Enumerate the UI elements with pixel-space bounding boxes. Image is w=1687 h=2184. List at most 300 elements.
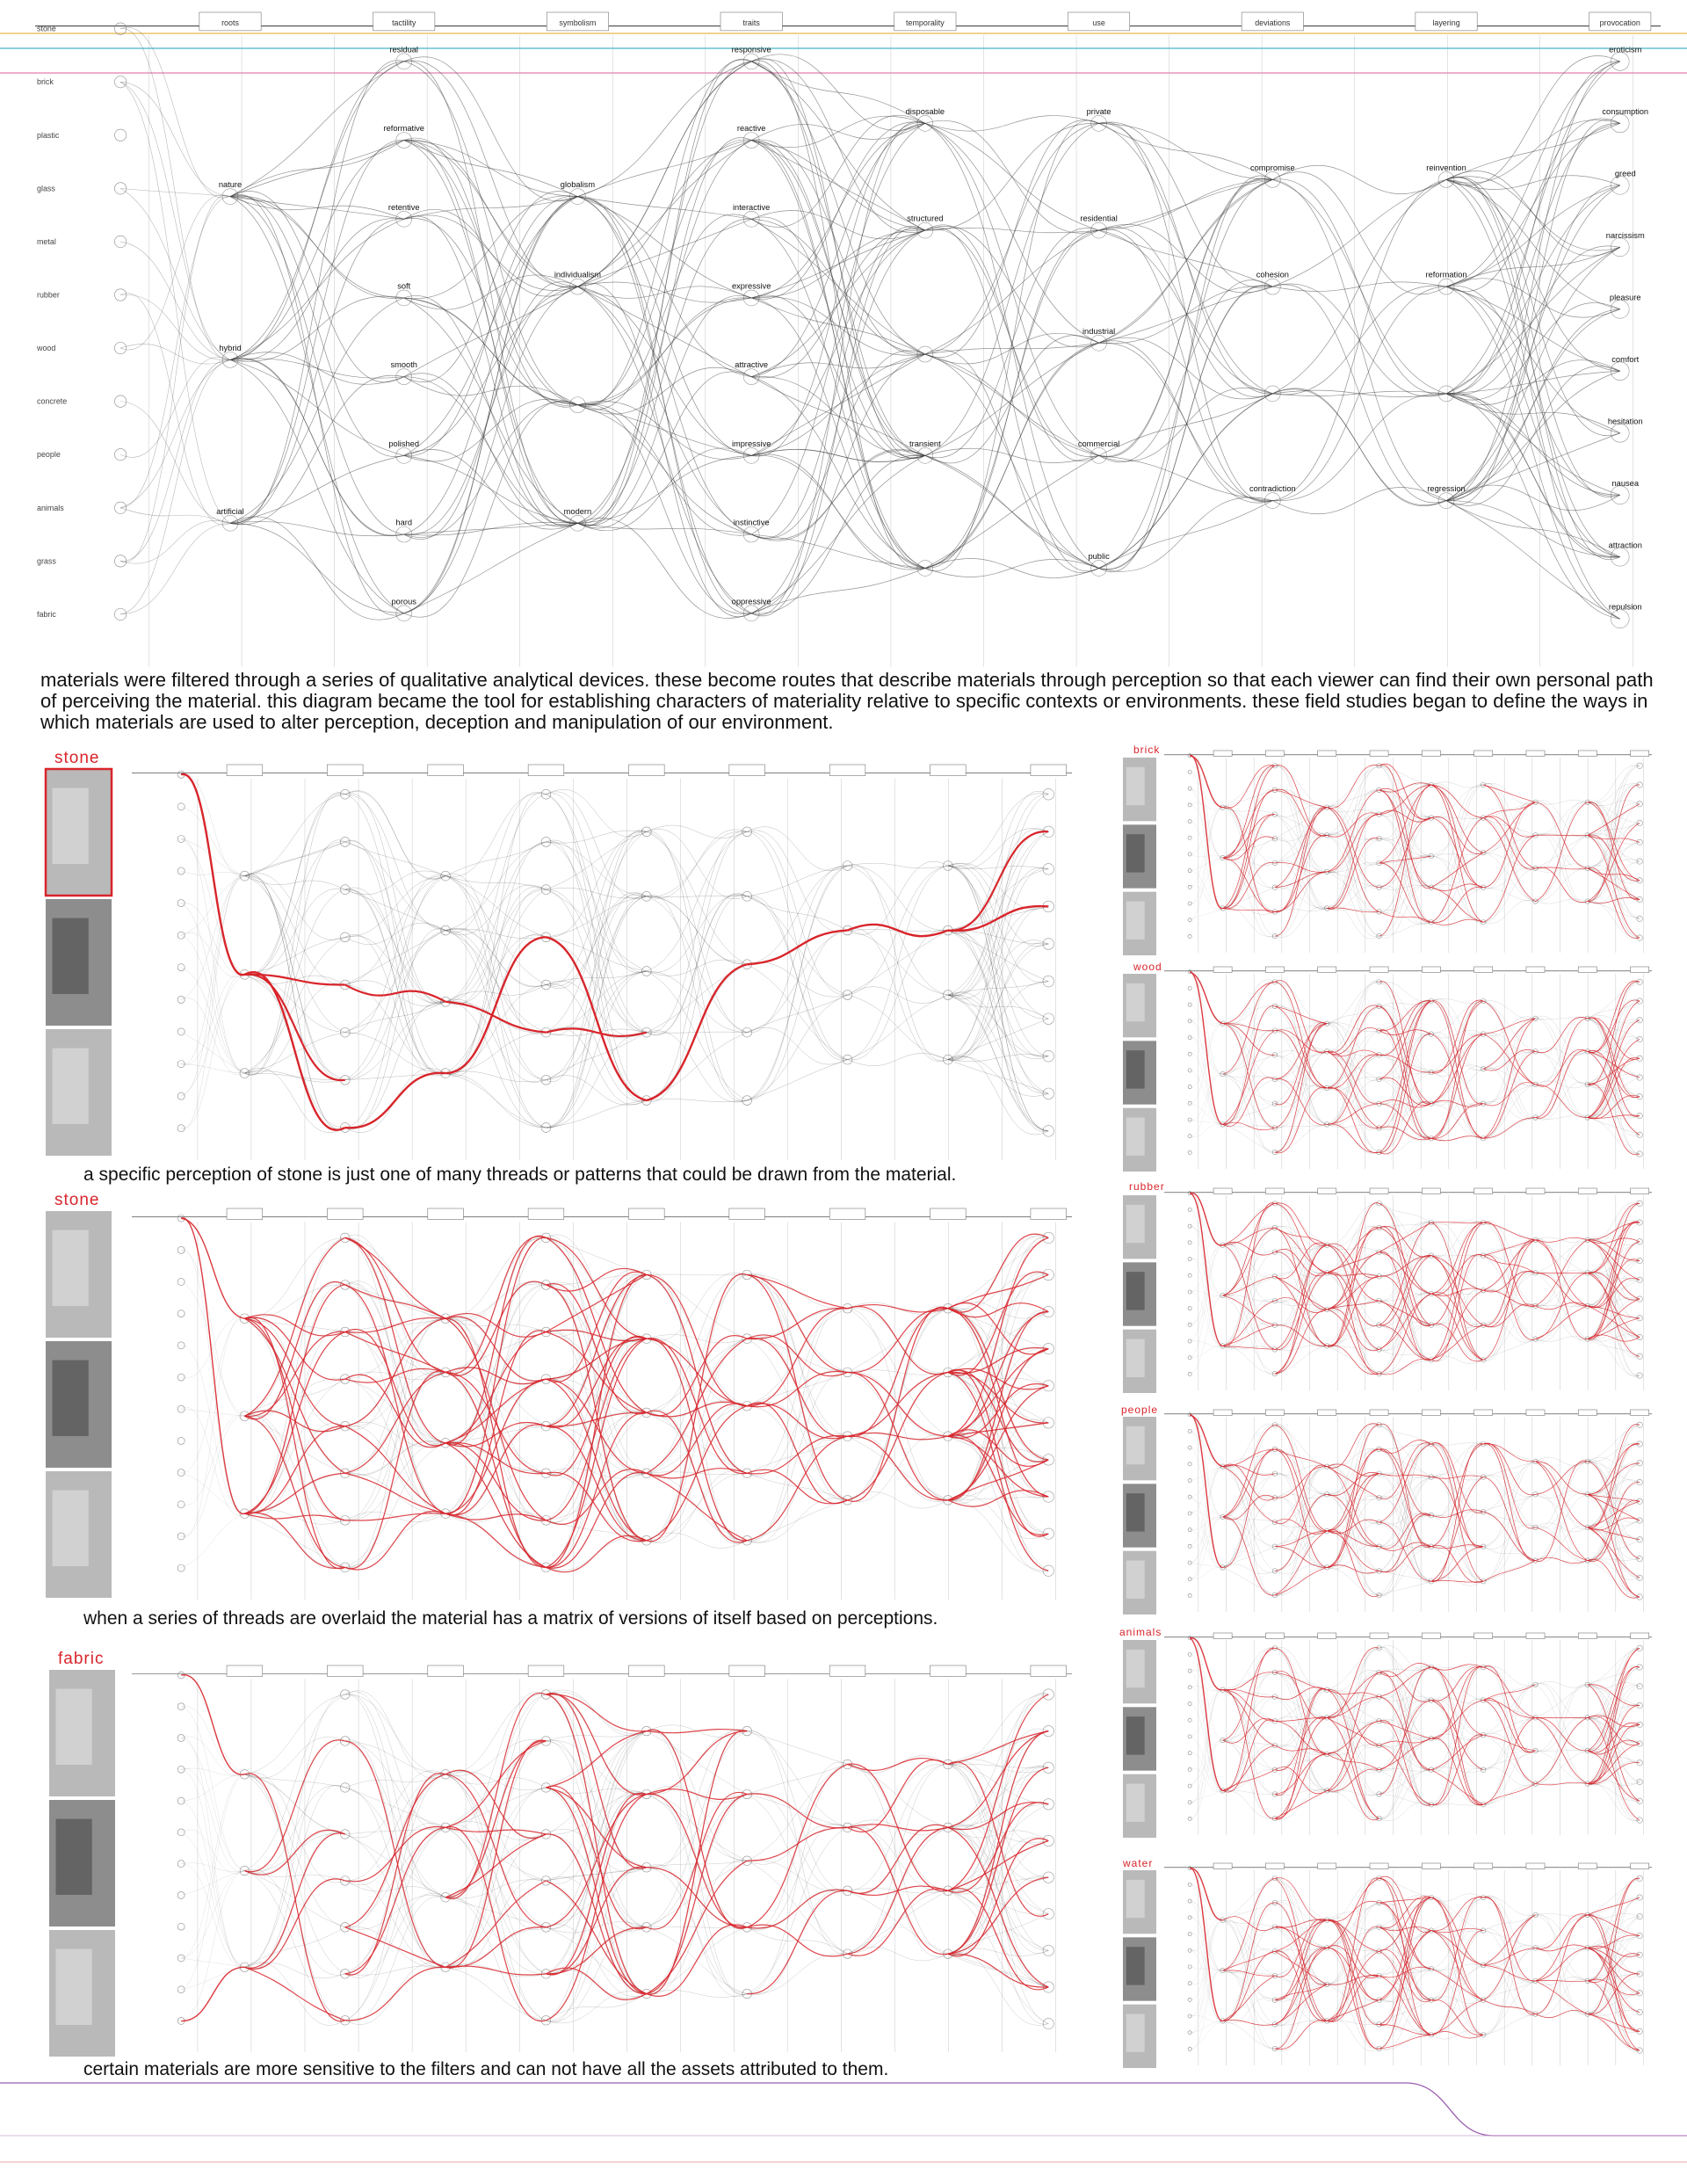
highlight-thread: [1275, 1325, 1327, 1346]
highlight-thread: [244, 1331, 344, 1416]
edge-line: [1483, 1272, 1535, 1360]
edge-line: [1275, 2021, 1327, 2025]
edge-line: [244, 1785, 344, 1873]
column-header-use: [729, 1665, 765, 1676]
edge-line: [181, 1407, 244, 1515]
material-label-glass: glass: [37, 184, 55, 193]
highlight-thread: [1223, 1903, 1275, 2021]
column-header-use: [1474, 1863, 1493, 1868]
highlight-thread: [647, 1273, 747, 1541]
edge-line: [404, 287, 578, 377]
highlight-thread: [1431, 1738, 1483, 1804]
highlight-thread: [1483, 1443, 1535, 1494]
edge-line: [1327, 863, 1379, 909]
edge-line: [1190, 1244, 1222, 1324]
highlight-thread: [1483, 1701, 1535, 1784]
footer-line: [0, 2083, 1687, 2136]
highlight-thread: [1223, 1449, 1275, 1568]
edge-line: [1099, 179, 1273, 230]
photo-strip-stone-single: [46, 769, 112, 1156]
edge-line: [1588, 1685, 1640, 1763]
highlight-thread: [848, 1889, 948, 1955]
highlight-thread: [1588, 1425, 1640, 1528]
edge-line: [445, 795, 546, 1002]
highlight-thread: [1190, 756, 1222, 909]
node-label: private: [1086, 106, 1111, 116]
edge-line: [1379, 815, 1431, 923]
edge-line: [181, 1774, 244, 1801]
edge-line: [1483, 853, 1535, 868]
edge-line: [747, 1954, 847, 1994]
column-header-traits: [1370, 967, 1388, 972]
edge-line: [1446, 287, 1620, 557]
node-label: narcissism: [1605, 230, 1645, 240]
edge-line: [244, 842, 344, 975]
edge-line: [1190, 1790, 1222, 1802]
edge-line: [1446, 179, 1620, 619]
edge-line: [1190, 1740, 1222, 1819]
highlight-thread: [1275, 1754, 1327, 1818]
edge-line: [1275, 872, 1327, 937]
edge-line: [948, 1312, 1048, 1373]
edge-line: [546, 1331, 646, 1542]
highlight-thread: [1483, 1034, 1535, 1085]
edge-line: [1190, 1295, 1222, 1374]
highlight-thread: [1483, 1443, 1535, 1528]
photo-detail: [1126, 1650, 1145, 1687]
edge-line: [1379, 1443, 1431, 1596]
edge-line: [445, 984, 546, 1073]
edge-line: [1327, 808, 1379, 936]
edge-line: [546, 889, 646, 971]
edge-line: [244, 1073, 344, 1080]
edge-line: [404, 282, 578, 540]
edge-line: [1190, 1516, 1222, 1548]
column-header-text: roots: [221, 18, 239, 28]
edge-line: [1588, 1494, 1640, 1578]
highlight-thread: [1535, 1527, 1587, 1561]
node-label: reinvention: [1426, 163, 1466, 172]
edge-line: [345, 871, 445, 895]
highlight-thread: [1327, 1449, 1379, 1568]
edge-line: [345, 1694, 445, 1898]
edge-line: [546, 1731, 646, 2021]
panel-label-fabric: fabric: [58, 1650, 105, 1668]
edge-line: [1190, 1467, 1222, 1547]
highlight-thread: [1275, 1919, 1327, 1927]
material-node: [177, 1797, 185, 1804]
edge-line: [1223, 1023, 1275, 1153]
highlight-thread: [1535, 1461, 1587, 1562]
column-header-roots: [1213, 1410, 1232, 1415]
highlight-thread: [647, 1868, 747, 1927]
edge-line: [445, 1897, 546, 2021]
photo-strip-rubber: [1123, 1195, 1156, 1393]
highlight-thread: [1223, 2021, 1275, 2026]
highlight-thread: [747, 1338, 847, 1436]
edge-line: [1588, 878, 1640, 903]
highlight-thread: [1327, 1124, 1379, 1152]
edge-line: [1223, 1467, 1275, 1596]
edge-line: [1190, 2021, 1222, 2032]
panel-label-water: water: [1123, 1857, 1154, 1869]
edge-line: [1588, 868, 1640, 918]
highlight-thread: [1483, 1897, 1535, 1981]
edge-line: [577, 214, 751, 410]
material-node: [1188, 836, 1191, 839]
edge-line: [948, 1060, 1048, 1094]
column-header-roots: [1213, 967, 1232, 972]
highlight-thread: [848, 1760, 948, 1832]
material-node: [1188, 934, 1191, 938]
highlight-thread: [948, 1954, 1048, 1987]
node-label: expressive: [731, 281, 771, 291]
highlight-thread: [1483, 1049, 1535, 1070]
edge-line: [1446, 287, 1620, 433]
edge-line: [1327, 1670, 1379, 1692]
edge-line: [546, 889, 646, 1100]
highlight-thread: [1588, 2014, 1640, 2051]
edge-line: [1535, 1685, 1587, 1718]
column-header-layering: [1578, 751, 1596, 756]
edge-line: [1446, 177, 1620, 250]
edge-line: [1223, 1244, 1275, 1326]
edge-line: [181, 1318, 244, 1472]
edge-line: [445, 1071, 546, 1082]
highlight-thread: [1190, 1415, 1222, 1467]
edge-line: [1446, 501, 1620, 620]
highlight-thread: [1379, 785, 1431, 936]
highlight-thread: [1275, 1006, 1327, 1024]
edge-line: [1223, 1790, 1275, 1818]
column-header-text: symbolism: [559, 18, 597, 28]
edge-line: [230, 191, 404, 381]
highlight-thread: [1275, 1717, 1327, 1771]
edge-line: [181, 903, 244, 1073]
edge-line: [751, 61, 925, 570]
edge-line: [1588, 1665, 1640, 1718]
photo-detail: [1126, 1118, 1145, 1156]
column-header-layering: [1578, 1863, 1596, 1868]
edge-line: [244, 1737, 344, 1778]
highlight-thread: [1483, 1561, 1535, 1582]
node-label: instinctive: [733, 518, 770, 527]
highlight-thread: [1223, 982, 1275, 1023]
highlight-thread: [1483, 1240, 1535, 1360]
highlight-thread: [345, 1774, 445, 1927]
edge-line: [1190, 772, 1222, 858]
edge-line: [546, 831, 646, 985]
edge-line: [1190, 1513, 1222, 1568]
edge-line: [1190, 1884, 1222, 1970]
edge-line: [1379, 1647, 1431, 1771]
column-header-provocation: [1031, 1208, 1067, 1219]
edge-line: [445, 1469, 546, 1518]
edge-line: [948, 1731, 1048, 1891]
column-header-layering: [930, 1208, 967, 1219]
edge-line: [345, 876, 445, 1128]
edge-line: [181, 774, 244, 876]
edge-line: [1327, 1927, 1379, 1948]
edge-line: [1099, 394, 1273, 569]
highlight-thread: [445, 1741, 546, 1827]
highlight-thread: [345, 1073, 445, 1128]
highlight-thread: [546, 1927, 646, 1974]
highlight-thread: [1275, 1547, 1327, 1568]
photo-detail: [1126, 2014, 1145, 2052]
edge-line: [848, 1947, 948, 1961]
highlight-thread: [1223, 1976, 1275, 2021]
edge-line: [244, 842, 344, 876]
column-header-deviations: [1526, 1633, 1545, 1638]
edge-line: [1190, 1295, 1222, 1324]
highlight-thread: [647, 1730, 747, 1928]
highlight-thread: [1223, 1517, 1275, 1596]
column-header-temporality: [628, 1208, 664, 1219]
highlight-thread: [747, 1435, 847, 1474]
edge-line: [1223, 1474, 1275, 1568]
edge-line: [577, 141, 751, 524]
photo-detail: [1126, 1426, 1145, 1464]
highlight-thread: [1588, 1948, 1640, 2031]
highlight-thread: [1431, 1477, 1483, 1582]
edge-line: [1446, 287, 1620, 371]
photo-strip-people: [1123, 1417, 1156, 1614]
column-header-roots: [227, 765, 263, 776]
edge-line: [1379, 982, 1431, 1072]
node-label: industrial: [1082, 326, 1116, 336]
column-header-deviations: [1526, 1188, 1545, 1194]
edge-line: [1190, 1567, 1222, 1579]
photo-detail: [53, 1360, 89, 1436]
column-header-use: [729, 765, 765, 776]
edge-line: [747, 827, 847, 871]
edge-line: [1588, 1305, 1640, 1358]
highlight-thread: [345, 1927, 445, 1967]
diagram-people: [1164, 1410, 1652, 1612]
material-node: [114, 129, 126, 141]
column-header-temporality: [1422, 1410, 1440, 1415]
edge-line: [1379, 886, 1431, 925]
edge-line: [120, 359, 230, 614]
column-header-text: deviations: [1255, 18, 1291, 28]
edge-line: [546, 1411, 646, 1522]
edge-line: [404, 197, 578, 613]
edge-line: [925, 354, 1099, 455]
highlight-thread: [1223, 1690, 1275, 1819]
edge-line: [751, 141, 925, 456]
column-header-deviations: [829, 1208, 865, 1219]
edge-line: [1379, 1223, 1431, 1374]
edge-line: [230, 522, 404, 536]
edge-line: [244, 937, 344, 975]
column-header-use: [1474, 1633, 1493, 1638]
highlight-thread: [1535, 1915, 1587, 2014]
edge-line: [546, 1033, 646, 1080]
highlight-thread: [345, 1237, 445, 1442]
edge-line: [120, 520, 230, 563]
column-header-traits: [528, 1208, 564, 1219]
edge-line: [751, 62, 925, 230]
material-node: [1188, 1462, 1191, 1466]
highlight-thread: [244, 1317, 344, 1569]
highlight-thread: [1275, 807, 1327, 911]
edge-line: [1190, 1024, 1222, 1087]
edge-line: [1483, 1001, 1535, 1019]
highlight-thread: [546, 1881, 646, 1994]
edge-line: [244, 1774, 344, 1788]
edge-line: [1190, 1654, 1222, 1790]
highlight-thread: [1431, 1667, 1483, 1735]
edge-line: [181, 1871, 244, 1896]
edge-line: [751, 351, 925, 538]
edge-line: [1327, 1325, 1379, 1346]
edge-line: [1275, 1449, 1327, 1494]
column-header-tactility: [327, 1208, 363, 1219]
material-node: [1188, 1150, 1191, 1154]
edge-line: [647, 831, 747, 1100]
edge-line: [546, 1740, 646, 1795]
highlight-thread: [1275, 1203, 1327, 1246]
edge-line: [577, 523, 751, 534]
highlight-thread: [747, 931, 847, 965]
edge-line: [1446, 120, 1620, 504]
edge-line: [948, 995, 1048, 1056]
column-header-traits: [528, 765, 564, 776]
edge-line: [345, 923, 445, 944]
edge-line: [925, 333, 1099, 364]
edge-line: [120, 402, 230, 524]
highlight-thread: [1431, 1034, 1483, 1139]
highlight-thread: [1483, 1784, 1535, 1805]
edge-line: [1223, 1244, 1275, 1375]
photo-detail: [1126, 1784, 1145, 1822]
highlight-thread: [1431, 887, 1483, 923]
photo-detail: [56, 1689, 92, 1765]
edge-line: [1190, 1740, 1222, 1803]
edge-line: [244, 840, 344, 1075]
highlight-thread: [1190, 972, 1222, 1125]
highlight-thread: [1431, 1897, 1483, 2035]
edge-line: [1272, 179, 1446, 500]
edge-line: [1190, 1024, 1222, 1104]
highlight-thread: [1483, 785, 1535, 802]
edge-line: [1190, 1920, 1222, 1984]
edge-line: [546, 831, 646, 1128]
edge-line: [546, 896, 646, 937]
node-label: nausea: [1611, 478, 1640, 488]
column-header-symbolism: [428, 1665, 464, 1676]
edge-line: [1431, 999, 1483, 1070]
highlight-thread: [244, 975, 344, 1081]
highlight-thread: [848, 1307, 948, 1501]
highlight-thread: [747, 1827, 847, 1861]
highlight-thread: [1483, 802, 1535, 888]
edge-line: [230, 455, 404, 523]
highlight-thread: [647, 1406, 747, 1541]
diagram-brick: [1164, 751, 1652, 953]
edge-line: [1275, 833, 1327, 889]
node-label: reformation: [1425, 270, 1467, 279]
edge-line: [120, 293, 230, 525]
highlight-thread: [546, 1788, 646, 1994]
edge-line: [848, 866, 948, 1060]
material-node: [1188, 1998, 1191, 2001]
edge-line: [948, 995, 1048, 1131]
edge-line: [1223, 1878, 1275, 2021]
material-node: [177, 1310, 185, 1317]
material-node: [177, 1405, 185, 1412]
edge-line: [1379, 1697, 1431, 1805]
edge-line: [1431, 1072, 1483, 1138]
edge-line: [230, 219, 404, 359]
edge-line: [1431, 1442, 1483, 1517]
edge-line: [546, 789, 646, 837]
edge-line: [577, 141, 751, 197]
highlight-thread: [1535, 802, 1587, 902]
fabric-caption: certain materials are more sensitive to the filters and can not have all the assets attributed to them.: [83, 2059, 889, 2079]
edge-line: [1483, 1494, 1535, 1581]
edge-line: [1483, 1931, 1535, 2014]
edge-line: [747, 1827, 847, 1993]
column-header-layering: [1578, 1633, 1596, 1638]
photo-detail: [53, 1491, 89, 1566]
edge-line: [181, 807, 244, 876]
edge-line: [1223, 857, 1275, 937]
material-node: [177, 1028, 185, 1035]
edge-line: [948, 1764, 1048, 1803]
edge-line: [181, 1416, 244, 1536]
material-node: [177, 1923, 185, 1930]
edge-line: [1483, 1101, 1535, 1119]
edge-line: [948, 1890, 1048, 2023]
node-label: commercial: [1077, 439, 1120, 448]
highlight-thread: [244, 1318, 344, 1426]
edge-line: [1588, 1878, 1640, 1948]
edge-line: [404, 196, 578, 455]
edge-line: [1327, 1203, 1379, 1244]
edge-line: [647, 1864, 747, 1996]
column-header-use: [1474, 967, 1493, 972]
panel-label-rubber: rubber: [1129, 1180, 1165, 1193]
material-node: [177, 1342, 185, 1349]
highlight-thread: [1535, 1981, 1587, 2014]
edge-line: [1379, 1803, 1431, 1821]
node-label: smooth: [390, 360, 417, 370]
edge-line: [751, 58, 925, 458]
material-label-concrete: concrete: [37, 396, 68, 406]
edge-line: [1190, 1431, 1222, 1517]
highlight-thread: [1275, 1228, 1327, 1346]
edge-line: [181, 1774, 244, 1958]
edge-line: [1190, 1970, 1222, 2034]
edge-line: [546, 894, 646, 1035]
edge-line: [445, 984, 546, 1001]
photo-strip-stone-overlay: [46, 1211, 112, 1598]
column-header-use: [729, 1208, 765, 1219]
highlight-thread: [1588, 1084, 1640, 1155]
edge-line: [404, 61, 578, 287]
highlight-thread: [1483, 2000, 1535, 2014]
edge-line: [1483, 802, 1535, 922]
highlight-thread: [1588, 1444, 1640, 1494]
column-header-temporality: [1422, 1863, 1440, 1868]
edge-line: [1483, 1685, 1535, 1770]
diagram-stone-overlay: [132, 1208, 1072, 1600]
panel-label-brick: brick: [1133, 744, 1161, 756]
edge-line: [948, 791, 1048, 933]
edge-line: [120, 357, 230, 457]
